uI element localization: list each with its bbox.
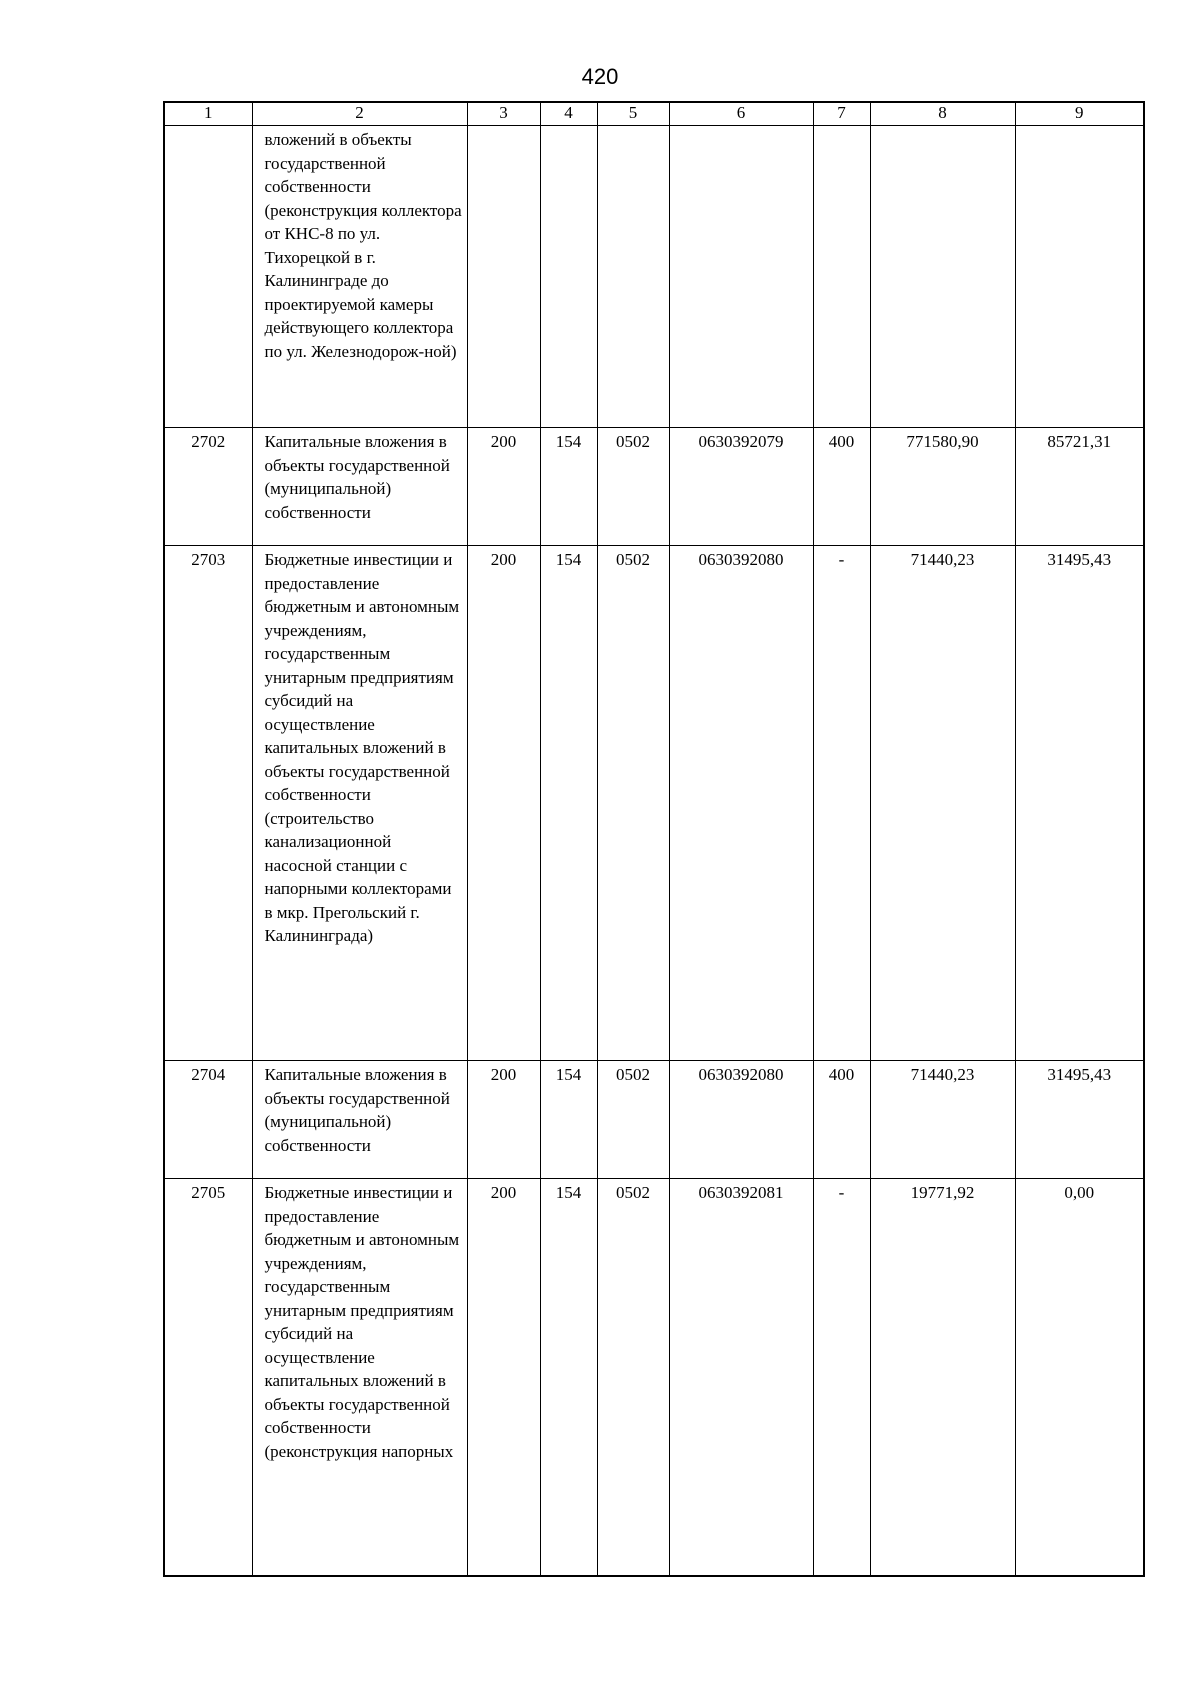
cell-col5: 0502 (597, 1061, 669, 1179)
cell-col3 (467, 126, 540, 428)
row-description: Капитальные вложения в объекты государственной (муниципальной) собственности (252, 428, 467, 546)
header-cell: 3 (467, 102, 540, 126)
table-row (164, 1061, 1144, 1179)
page-number: 420 (581, 64, 619, 89)
cell-col9: 31495,43 (1015, 1061, 1144, 1179)
row-number: 2704 (164, 1061, 252, 1179)
header-cell: 7 (813, 102, 870, 126)
cell-col6: 0630392079 (669, 428, 813, 546)
cell-col7: 400 (813, 1061, 870, 1179)
cell-col5 (597, 126, 669, 428)
row-description: Бюджетные инвестиции и предоставление бюджетным и автономным учреждениям, государственным унитарным предприятиям субсидий на осуществление капитальных вложений в объекты государственной собственности (строительство канализационной насосной станции с напорными коллекторами в мкр. Прегольский г. Калининграда) (252, 546, 467, 1061)
cell-col8: 771580,90 (870, 428, 1015, 546)
cell-col5: 0502 (597, 1179, 669, 1576)
header-row (164, 102, 1144, 126)
cell-col9: 31495,43 (1015, 546, 1144, 1061)
table-row (164, 546, 1144, 1061)
cell-col8: 71440,23 (870, 1061, 1015, 1179)
cell-col3: 200 (467, 1061, 540, 1179)
header-cell: 1 (164, 102, 252, 126)
cell-col6 (669, 126, 813, 428)
cell-col3: 200 (467, 546, 540, 1061)
cell-col8 (870, 126, 1015, 428)
cell-col9: 85721,31 (1015, 428, 1144, 546)
budget-table (163, 101, 1145, 1577)
cell-col6: 0630392081 (669, 1179, 813, 1576)
cell-col4: 154 (540, 428, 597, 546)
cell-col7: - (813, 546, 870, 1061)
header-cell: 9 (1015, 102, 1144, 126)
cell-col3: 200 (467, 1179, 540, 1576)
row-number: 2703 (164, 546, 252, 1061)
cell-col4 (540, 126, 597, 428)
cell-col8: 71440,23 (870, 546, 1015, 1061)
cell-col8: 19771,92 (870, 1179, 1015, 1576)
header-cell: 6 (669, 102, 813, 126)
cell-col6: 0630392080 (669, 1061, 813, 1179)
cell-col9: 0,00 (1015, 1179, 1144, 1576)
header-cell: 8 (870, 102, 1015, 126)
row-number (164, 126, 252, 428)
row-description: Капитальные вложения в объекты государственной (муниципальной) собственности (252, 1061, 467, 1179)
cell-col7 (813, 126, 870, 428)
header-cell: 4 (540, 102, 597, 126)
table-row (164, 126, 1144, 428)
cell-col5: 0502 (597, 546, 669, 1061)
cell-col4: 154 (540, 546, 597, 1061)
table-row (164, 1179, 1144, 1576)
cell-col4: 154 (540, 1179, 597, 1576)
cell-col7: 400 (813, 428, 870, 546)
row-description: Бюджетные инвестиции и предоставление бюджетным и автономным учреждениям, государственным унитарным предприятиям субсидий на осуществление капитальных вложений в объекты государственной собственности (реконструкция напорных (252, 1179, 467, 1576)
row-number: 2705 (164, 1179, 252, 1576)
cell-col3: 200 (467, 428, 540, 546)
header-cell: 5 (597, 102, 669, 126)
row-number: 2702 (164, 428, 252, 546)
header-cell: 2 (252, 102, 467, 126)
cell-col4: 154 (540, 1061, 597, 1179)
table-row (164, 428, 1144, 546)
cell-col7: - (813, 1179, 870, 1576)
cell-col6: 0630392080 (669, 546, 813, 1061)
cell-col5: 0502 (597, 428, 669, 546)
row-description: вложений в объекты государственной собственности (реконструкция коллектора от КНС-8 по ул. Тихорецкой в г. Калининграде до проектируемой камеры действующего коллектора по ул. Железнодорож-ной) (252, 126, 467, 428)
cell-col9 (1015, 126, 1144, 428)
